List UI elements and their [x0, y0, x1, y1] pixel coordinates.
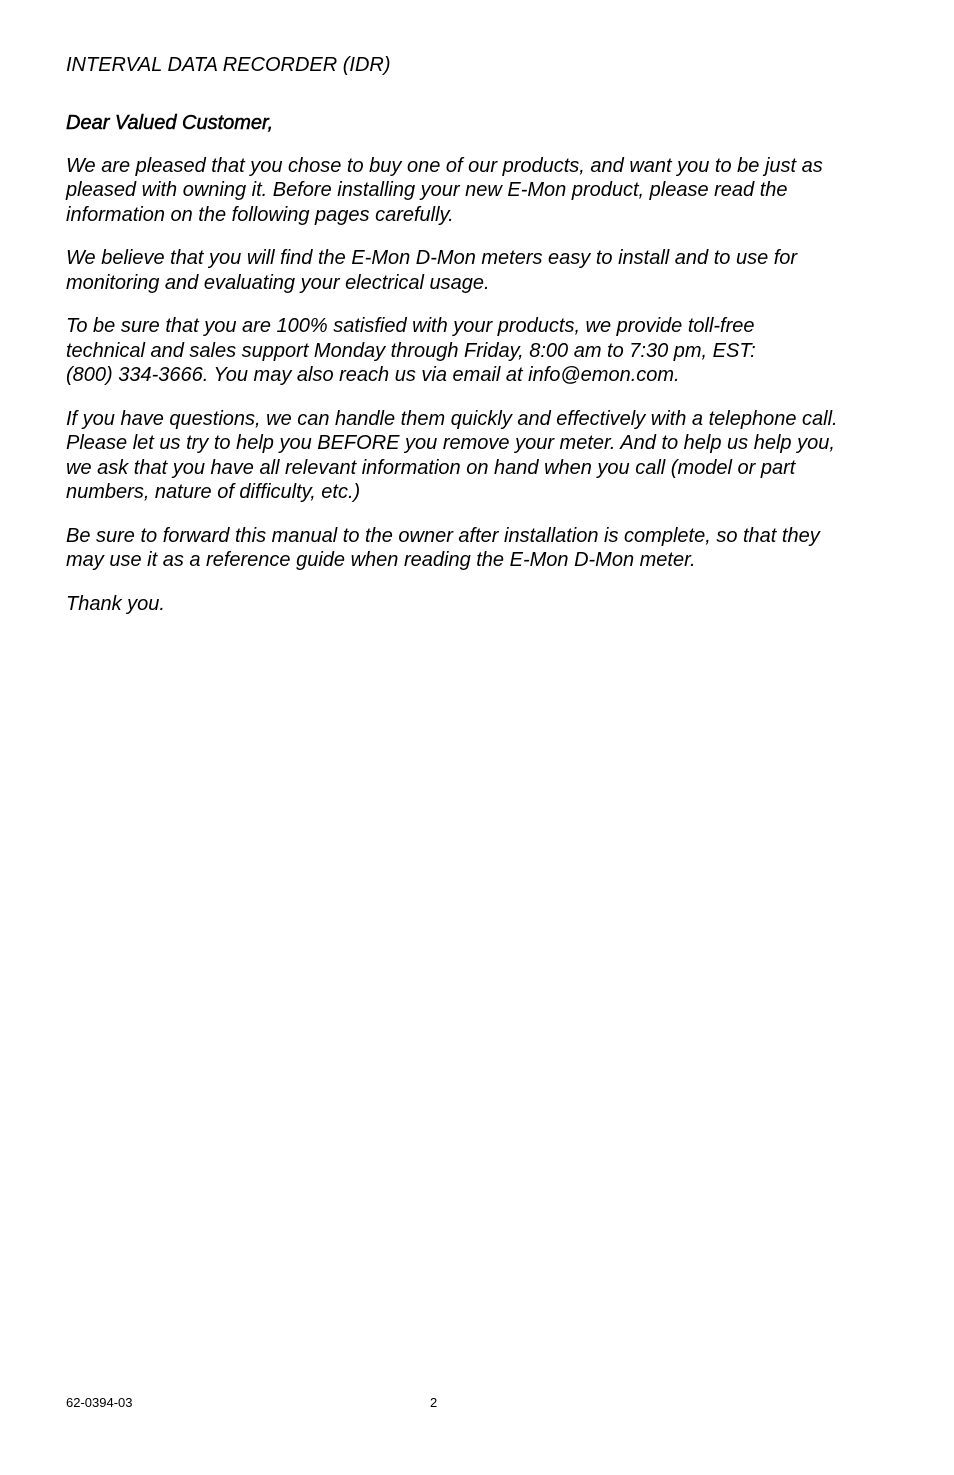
paragraph-line: we ask that you have all relevant information on hand when you call (model or part	[66, 456, 796, 479]
page-header-title: INTERVAL DATA RECORDER (IDR)	[66, 54, 391, 76]
paragraph-line: pleased with owning it. Before installing your new E-Mon product, please read the	[66, 179, 788, 201]
paragraph-line: If you have questions, we can handle them quickly and effectively with a telephone call.	[66, 407, 838, 430]
paragraph-line: We believe that you will find the E-Mon D-Mon meters easy to install and to use for	[66, 247, 798, 269]
paragraph-line: numbers, nature of difficulty, etc.)	[66, 481, 361, 503]
paragraph-line: To be sure that you are 100% satisfied with your products, we provide toll-free	[66, 315, 755, 337]
paragraph-line: monitoring and evaluating your electrical usage.	[66, 271, 490, 294]
paragraph-line: Be sure to forward this manual to the owner after installation is complete, so that they	[66, 524, 820, 547]
paragraph-questions	[66, 407, 906, 505]
paragraph-line: technical and sales support Monday through Friday, 8:00 am to 7:30 pm, EST:	[66, 339, 756, 362]
letter-body	[66, 111, 906, 635]
paragraph-line: Please let us try to help you BEFORE you remove your meter. And to help us help you,	[66, 432, 835, 454]
paragraph-ease-of-use	[66, 246, 906, 295]
paragraph-line: (800) 334-3666. You may also reach us via email at info@emon.com.	[66, 364, 680, 386]
paragraph-line: information on the following pages carefully.	[66, 203, 454, 226]
page-number: 2	[430, 1395, 438, 1410]
paragraph-intro	[66, 154, 906, 228]
paragraph-support	[66, 314, 906, 388]
document-number: 62-0394-03	[66, 1395, 133, 1410]
paragraph-forward-manual	[66, 524, 906, 573]
closing: Thank you.	[66, 592, 165, 615]
paragraph-line: may use it as a reference guide when reading the E-Mon D-Mon meter.	[66, 549, 696, 571]
salutation: Dear Valued Customer,	[66, 112, 274, 134]
paragraph-line: We are pleased that you chose to buy one of our products, and want you to be just as	[66, 154, 823, 177]
